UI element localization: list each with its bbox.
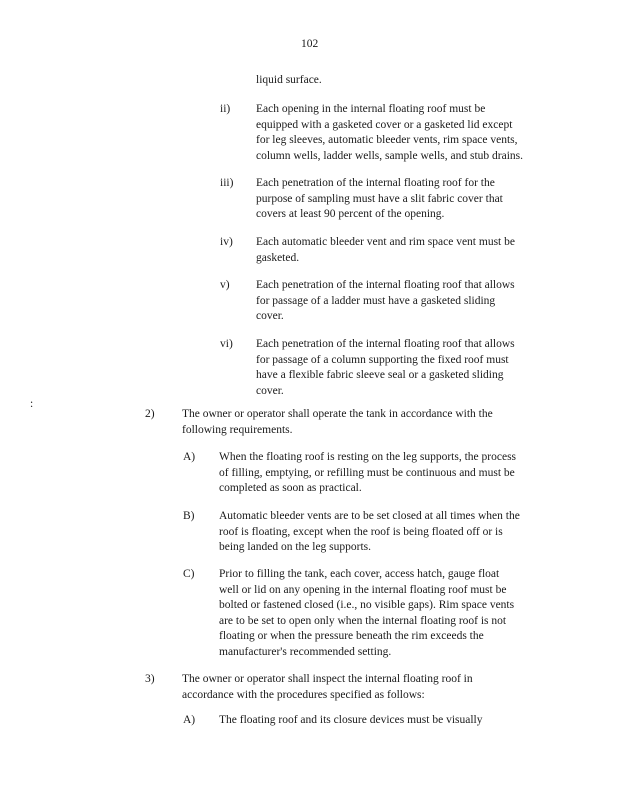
item-ii-text: Each opening in the internal floating roof must be equipped with a gasketed cover or a gasketed lid except for leg sleeves, automatic bleeder vents, rim space vents, column wells, ladder wells, sample wells, and stub drains. [256, 103, 524, 162]
page-number: 102 [301, 38, 319, 50]
item-vi-text: Each penetration of the internal floating roof that allows for passage of a column supporting the fixed roof must have a flexible fabric sleeve seal or a gasketed sliding cover. [256, 338, 515, 397]
item-label-ii: ii) [220, 103, 231, 115]
item-label-3: 3) [145, 673, 155, 685]
item-2a-text: When the floating roof is resting on the leg supports, the process of filling, emptying, or refilling must be continuous and must be completed as soon as practical. [219, 451, 517, 494]
item-label-iii: iii) [220, 177, 234, 189]
item-3a-text: The floating roof and its closure devices must be visually [219, 714, 483, 726]
item-3-label-a: A) [183, 714, 196, 726]
item-iii-text: Each penetration of the internal floating roof for the purpose of sampling must have a slit fabric cover that covers at least 90 percent of the opening. [256, 177, 503, 220]
item-label-2: 2) [145, 408, 155, 420]
item-2-label-c: C) [183, 568, 195, 580]
item-2-label-a: A) [183, 451, 196, 463]
item-3-text: The owner or operator shall inspect the internal floating roof in accordance with the procedures specified as follows: [182, 673, 473, 701]
item-2c-text: Prior to filling the tank, each cover, access hatch, gauge float well or lid on any opening in the internal floating roof must be bolted or fastened closed (i.e., no visible gaps). Rim space vents are to be set to open only when the internal floating roof is not floating or when the pressure beneath the rim exceeds the manufacturer's recommended setting. [219, 568, 515, 658]
item-label-iv: iv) [220, 236, 233, 248]
continuation-text: liquid surface. [256, 74, 322, 86]
margin-mark: : [30, 398, 34, 410]
item-2-text: The owner or operator shall operate the tank in accordance with the following requirements. [182, 408, 493, 436]
item-label-v: v) [220, 279, 230, 291]
item-iv-text: Each automatic bleeder vent and rim space vent must be gasketed. [256, 236, 515, 264]
item-2b-text: Automatic bleeder vents are to be set closed at all times when the roof is floating, except when the roof is being floated off or is being landed on the leg supports. [219, 510, 520, 553]
item-2-label-b: B) [183, 510, 195, 522]
item-label-vi: vi) [220, 338, 233, 350]
item-v-text: Each penetration of the internal floating roof that allows for passage of a ladder must have a gasketed sliding cover. [256, 279, 515, 322]
